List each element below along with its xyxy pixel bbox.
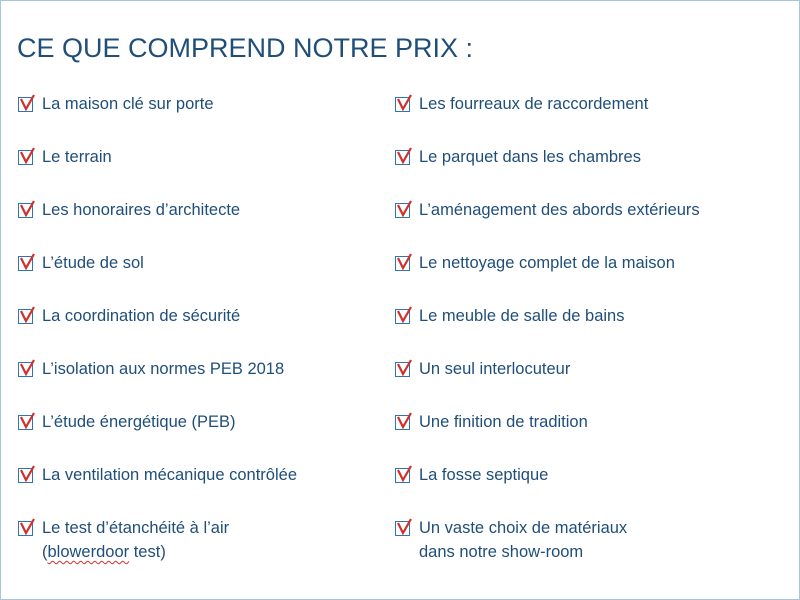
checkmark-v-icon <box>395 359 413 377</box>
list-item-label: Le terrain <box>42 148 112 166</box>
list-item-label: L’étude énergétique (PEB) <box>42 413 236 431</box>
list-item-label: Le parquet dans les chambres <box>419 148 641 166</box>
checkmark-v-icon <box>18 518 36 536</box>
list-item-label-line2: dans notre show-room <box>419 543 584 561</box>
checkmark-v-icon <box>18 147 36 165</box>
list-item-label: L’aménagement des abords extérieurs <box>419 201 700 219</box>
checkmark-v-icon <box>18 465 36 483</box>
checkmark-v-icon <box>18 359 36 377</box>
open-paren: ( <box>42 543 48 561</box>
checkmark-v-icon <box>395 306 413 324</box>
checkmark-v-icon <box>18 253 36 271</box>
checkmark-v-icon <box>395 518 413 536</box>
checkmark-v-icon <box>395 147 413 165</box>
list-item-label: La fosse septique <box>419 466 549 484</box>
spellcheck-word: blowerdoor <box>47 543 130 561</box>
list-item-label: La coordination de sécurité <box>42 307 241 325</box>
checkmark-v-icon <box>395 253 413 271</box>
list-item-label: Le meuble de salle de bains <box>419 307 625 325</box>
list-item-label: Les fourreaux de raccordement <box>419 95 649 113</box>
checkmark-v-icon <box>395 200 413 218</box>
checkmark-v-icon <box>18 412 36 430</box>
checkmark-v-icon <box>395 412 413 430</box>
checkmark-v-icon <box>18 306 36 324</box>
list-item-label-line1: Un vaste choix de matériaux <box>419 519 628 537</box>
list-item-label-line2 <box>42 540 229 564</box>
list-item-label: Une finition de tradition <box>419 413 588 431</box>
list-item-label <box>419 516 627 564</box>
list-item-label: L’étude de sol <box>42 254 144 272</box>
checkmark-v-icon <box>18 200 36 218</box>
list-item-label: La maison clé sur porte <box>42 95 214 113</box>
list-item-label: La ventilation mécanique contrôlée <box>42 466 298 484</box>
list-item-label: L’isolation aux normes PEB 2018 <box>42 360 285 378</box>
checkmark-v-icon <box>18 94 36 112</box>
checkmark-v-icon <box>395 94 413 112</box>
list-item-label-line1: Le test d’étanchéité à l’air <box>42 519 230 537</box>
list-item-label: Les honoraires d’architecte <box>42 201 241 219</box>
checkmark-v-icon <box>395 465 413 483</box>
page-title: CE QUE COMPREND NOTRE PRIX : <box>17 33 474 63</box>
list-item-label: Un seul interlocuteur <box>419 360 571 378</box>
line2-rest: test) <box>129 543 166 561</box>
list-item-label <box>42 516 229 564</box>
list-item-label: Le nettoyage complet de la maison <box>419 254 675 272</box>
